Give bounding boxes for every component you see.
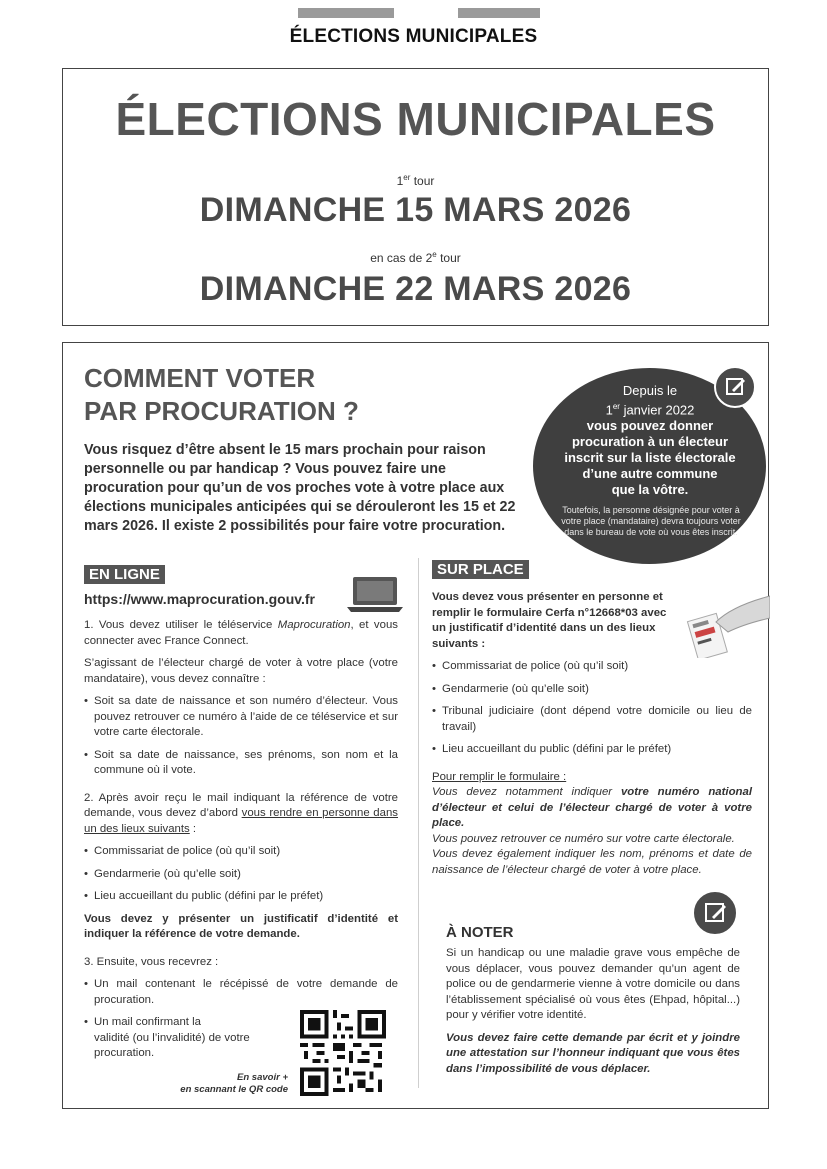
step1: 1. Vous devez utiliser le téléservice Maprocuration, et vous connecter avec France Connect. <box>84 619 398 647</box>
first-round-label: 1er tour <box>396 173 435 188</box>
a-noter-p2: Vous devez faire cette demande par écrit et y joindre une attestation sur l’honneur indiquant que vous êtes dans l’impossibilité de vous déplacer. <box>446 1031 740 1075</box>
second-round-date: DIMANCHE 22 MARS 2026 <box>199 270 632 308</box>
a-noter-title: À NOTER <box>446 924 514 941</box>
form-instructions: Vous devez notamment indiquer votre numéro national d’électeur et celui de l’électeur chargé de voter à votre place. <box>432 786 752 829</box>
elections-title: ÉLECTIONS MUNICIPALES <box>115 93 716 145</box>
list-item: • Soit sa date de naissance et son numéro d’électeur. Vous pouvez retrouver ce numéro à l’aide de ce téléservice et sur votre carte électorale. <box>84 694 398 741</box>
step3: 3. Ensuite, vous recevrez : <box>84 955 219 968</box>
step2: 2. Après avoir reçu le mail indiquant la référence de votre demande, vous devez d’abord vous rendre en personne dans un des lieux suivants : <box>84 791 399 835</box>
laptop-icon <box>345 575 405 613</box>
circle-line: d’une autre commune <box>582 466 718 482</box>
header-bar-left <box>298 8 394 18</box>
form-instructions-3: Vous devez également indiquer les nom, prénoms et date de naissance de l’électeur chargé de voter à votre place. <box>432 848 752 876</box>
edit-icon <box>692 890 738 936</box>
sur-place-tag: SUR PLACE <box>432 560 529 579</box>
list-item: • Commissariat de police (où qu’il soit) <box>84 844 398 860</box>
info-circle-text <box>560 383 740 498</box>
maprocuration-url[interactable]: https://www.maprocuration.gouv.fr <box>84 591 315 607</box>
a-noter-body <box>446 946 740 1077</box>
circle-line: que la vôtre. <box>611 482 689 498</box>
step1-p2: S’agissant de l’électeur chargé de voter à votre place (votre mandataire), vous devez connaître : <box>84 657 398 685</box>
procuration-title-line1: COMMENT VOTER <box>84 363 316 393</box>
sur-place-intro: Vous devez vous présenter en personne et remplir le formulaire Cerfa n°12668*03 avec un justificatif d’identité dans un des lieux suivants : <box>432 591 667 650</box>
qr-caption <box>170 1072 288 1096</box>
list-item: • Soit sa date de naissance, ses prénoms, son nom et la commune où il vote. <box>84 748 398 779</box>
list-item: • Un mail contenant le récépissé de votre demande de procuration. <box>84 977 398 1008</box>
qr-code[interactable] <box>300 1010 386 1096</box>
list-item: • Commissariat de police (où qu’il soit) <box>432 659 752 675</box>
sur-place-body <box>432 590 752 878</box>
qr-caption-line2: en scannant le QR code <box>180 1084 288 1095</box>
a-noter-p1: Si un handicap ou une maladie grave vous empêche de vous déplacer, vous pouvez demander qu’un agent de police ou de gendarmerie vienne à votre domicile ou dans l’établissement spécialisé où vous êtes (Ehpad, hôpital...) pour y vérifier votre identité. <box>446 947 740 1021</box>
form-label: Pour remplir le formulaire : <box>432 770 567 783</box>
form-instructions-2: Vous pouvez retrouver ce numéro sur votre carte électorale. <box>432 832 735 845</box>
en-ligne-tag: EN LIGNE <box>84 565 165 584</box>
list-item: • Tribunal judiciaire (dont dépend votre domicile ou lieu de travail) <box>432 704 752 735</box>
qr-caption-line1: En savoir + <box>237 1072 288 1083</box>
header-title: ÉLECTIONS MUNICIPALES <box>289 26 538 47</box>
circle-line: Depuis le <box>622 383 678 398</box>
first-round-date: DIMANCHE 15 MARS 2026 <box>199 191 632 229</box>
list-item: • Lieu accueillant du public (défini par le préfet) <box>84 889 398 905</box>
list-item: • Gendarmerie (où qu’elle soit) <box>84 867 398 883</box>
second-round-label: en cas de 2e tour <box>370 250 461 265</box>
header-bar-right <box>458 8 540 18</box>
step2-end: Vous devez y présenter un justificatif d’identité et indiquer la référence de votre demande. <box>84 912 398 940</box>
circle-line: inscrit sur la liste électorale <box>564 450 736 466</box>
procuration-title-line2: PAR PROCURATION ? <box>84 396 359 426</box>
list-item: • Lieu accueillant du public (défini par le préfet) <box>432 742 752 758</box>
procuration-title <box>84 362 359 428</box>
column-divider <box>418 558 419 1088</box>
circle-line: procuration à un électeur <box>571 434 729 450</box>
list-item: • Un mail confirmant la validité (ou l’invalidité) de votre procuration. <box>84 1015 398 1062</box>
list-item: • Gendarmerie (où qu’elle soit) <box>432 682 752 698</box>
circle-line: 1er janvier 2022 <box>605 402 695 418</box>
en-ligne-body <box>84 618 398 1062</box>
info-circle-small: Toutefois, la personne désignée pour voter à votre place (mandataire) devra toujours voter dans le bureau de vote où vous êtes inscrit. <box>561 505 741 537</box>
circle-line: vous pouvez donner <box>586 418 714 434</box>
procuration-intro: Vous risquez d’être absent le 15 mars prochain pour raison personnelle ou par handicap ? Vous pouvez faire une procuration pour qu’un de vos proches vote à votre place aux élections municipales anticipées qui se dérouleront les 15 et 22 mars 2026. Il existe 2 possibilités pour faire votre procuration. <box>84 442 516 534</box>
